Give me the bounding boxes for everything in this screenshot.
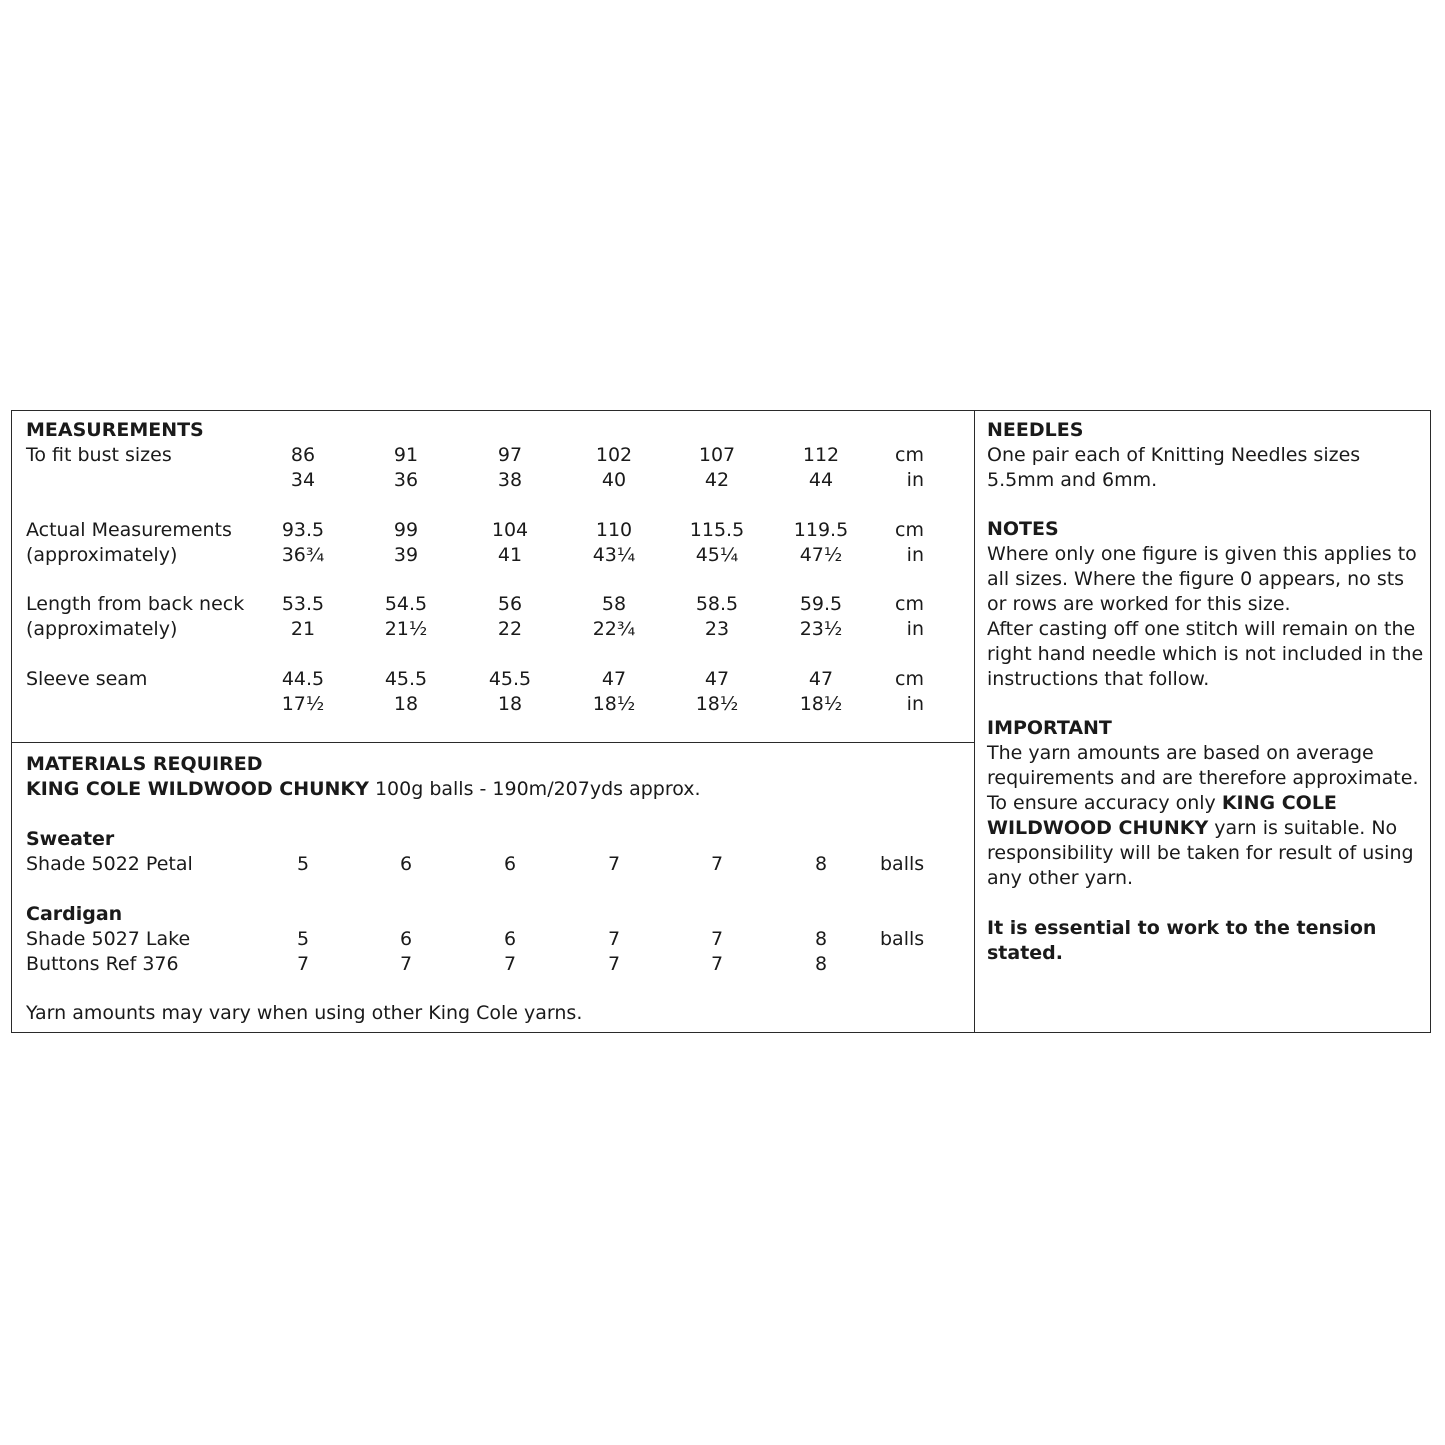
measurement-in-value: 18 xyxy=(393,693,419,715)
measurement-cm-value: 93.5 xyxy=(281,519,325,541)
measurement-in-value: 18½ xyxy=(799,693,843,715)
measurement-cm-value: 47 xyxy=(601,668,627,690)
unit-cm: cm xyxy=(895,444,924,466)
yarn-line xyxy=(26,777,701,802)
measurement-in-value: 44 xyxy=(808,469,834,491)
measurement-in-value: 42 xyxy=(704,469,730,491)
yarn-detail: 100g balls - 190m/207yds approx. xyxy=(368,778,701,800)
measurements-heading: MEASUREMENTS xyxy=(26,419,204,441)
needles-heading: NEEDLES xyxy=(987,419,1084,441)
sweater-ball-count: 6 xyxy=(399,853,413,875)
cardigan-ball-count: 7 xyxy=(607,928,621,950)
cardigan-unit: balls xyxy=(880,928,925,950)
measurement-sublabel: (approximately) xyxy=(26,618,178,640)
unit-in: in xyxy=(906,693,924,715)
measurement-cm-value: 44.5 xyxy=(281,668,325,690)
needles-section xyxy=(987,418,1427,493)
button-count: 7 xyxy=(710,953,724,975)
cardigan-ball-count: 7 xyxy=(710,928,724,950)
measurement-label: Actual Measurements xyxy=(26,519,232,541)
unit-cm: cm xyxy=(895,593,924,615)
sweater-ball-count: 5 xyxy=(296,853,310,875)
notes-heading: NOTES xyxy=(987,518,1059,540)
measurement-cm-value: 102 xyxy=(595,444,633,466)
measurement-label: Length from back neck xyxy=(26,593,245,615)
measurement-cm-value: 53.5 xyxy=(281,593,325,615)
notes-para-2: After casting off one stitch will remain on the right hand needle which is not included in the instructions that follow. xyxy=(987,618,1424,690)
measurement-cm-value: 107 xyxy=(698,444,736,466)
measurement-in-value: 22 xyxy=(497,618,523,640)
important-text xyxy=(987,741,1425,891)
measurement-cm-value: 110 xyxy=(595,519,633,541)
important-text-b: yarn is suitable. No responsibility will be taken for result of using any other yarn. xyxy=(987,817,1414,889)
materials-heading: MATERIALS REQUIRED xyxy=(26,753,263,775)
important-brand: KING COLE WILDWOOD CHUNKY xyxy=(987,792,1337,839)
cardigan-shade-label: Shade 5027 Lake xyxy=(26,928,191,950)
unit-cm: cm xyxy=(895,668,924,690)
button-count: 7 xyxy=(503,953,517,975)
measurement-cm-value: 115.5 xyxy=(689,519,745,541)
unit-in: in xyxy=(906,544,924,566)
sweater-shade-label: Shade 5022 Petal xyxy=(26,853,193,875)
measurement-in-value: 45¼ xyxy=(695,544,739,566)
measurement-sublabel: (approximately) xyxy=(26,544,178,566)
important-heading: IMPORTANT xyxy=(987,717,1112,739)
measurement-in-value: 40 xyxy=(601,469,627,491)
sweater-ball-count: 8 xyxy=(814,853,828,875)
measurement-in-value: 18 xyxy=(497,693,523,715)
sweater-heading: Sweater xyxy=(26,828,115,850)
measurement-cm-value: 112 xyxy=(802,444,840,466)
measurement-cm-value: 56 xyxy=(497,593,523,615)
section-divider xyxy=(11,742,975,743)
measurement-in-value: 43¼ xyxy=(592,544,636,566)
measurement-label: To fit bust sizes xyxy=(26,444,172,466)
measurement-in-value: 36¾ xyxy=(281,544,325,566)
notes-para-1: Where only one figure is given this applies to all sizes. Where the figure 0 appears, no sts or rows are worked for this size. xyxy=(987,543,1417,615)
measurement-cm-value: 45.5 xyxy=(488,668,532,690)
measurement-in-value: 47½ xyxy=(799,544,843,566)
sweater-ball-count: 6 xyxy=(503,853,517,875)
measurement-in-value: 18½ xyxy=(592,693,636,715)
measurement-cm-value: 47 xyxy=(808,668,834,690)
measurement-in-value: 17½ xyxy=(281,693,325,715)
measurement-cm-value: 91 xyxy=(393,444,419,466)
measurement-cm-value: 99 xyxy=(393,519,419,541)
sweater-unit: balls xyxy=(880,853,925,875)
measurement-in-value: 41 xyxy=(497,544,523,566)
sweater-ball-count: 7 xyxy=(607,853,621,875)
tension-warning: It is essential to work to the tension stated. xyxy=(987,917,1377,964)
measurement-in-value: 23 xyxy=(704,618,730,640)
measurement-cm-value: 86 xyxy=(290,444,316,466)
measurement-cm-value: 58.5 xyxy=(695,593,739,615)
column-divider xyxy=(974,410,975,1033)
button-count: 8 xyxy=(814,953,828,975)
cardigan-ball-count: 6 xyxy=(503,928,517,950)
cardigan-ball-count: 5 xyxy=(296,928,310,950)
measurement-in-value: 36 xyxy=(393,469,419,491)
measurement-in-value: 18½ xyxy=(695,693,739,715)
button-count: 7 xyxy=(296,953,310,975)
measurement-in-value: 21½ xyxy=(384,618,428,640)
measurement-cm-value: 104 xyxy=(491,519,529,541)
measurement-in-value: 22¾ xyxy=(592,618,636,640)
button-count: 7 xyxy=(607,953,621,975)
button-count: 7 xyxy=(399,953,413,975)
important-text-a: The yarn amounts are based on average requirements and are therefore approximate. To ensure accuracy only xyxy=(987,742,1419,814)
measurement-cm-value: 58 xyxy=(601,593,627,615)
sweater-ball-count: 7 xyxy=(710,853,724,875)
cardigan-ball-count: 6 xyxy=(399,928,413,950)
measurement-cm-value: 119.5 xyxy=(793,519,849,541)
measurement-in-value: 34 xyxy=(290,469,316,491)
cardigan-ball-count: 8 xyxy=(814,928,828,950)
measurement-in-value: 39 xyxy=(393,544,419,566)
unit-in: in xyxy=(906,469,924,491)
measurement-cm-value: 59.5 xyxy=(799,593,843,615)
measurement-in-value: 38 xyxy=(497,469,523,491)
yarn-name: KING COLE WILDWOOD CHUNKY xyxy=(26,778,369,800)
measurement-cm-value: 54.5 xyxy=(384,593,428,615)
buttons-label: Buttons Ref 376 xyxy=(26,953,179,975)
needles-text: One pair each of Knitting Needles sizes 5.5mm and 6mm. xyxy=(987,444,1361,491)
unit-cm: cm xyxy=(895,519,924,541)
important-section xyxy=(987,716,1427,966)
cardigan-heading: Cardigan xyxy=(26,903,123,925)
yarn-footnote: Yarn amounts may vary when using other King Cole yarns. xyxy=(26,1002,583,1024)
measurement-cm-value: 47 xyxy=(704,668,730,690)
measurement-label: Sleeve seam xyxy=(26,668,148,690)
measurement-cm-value: 45.5 xyxy=(384,668,428,690)
notes-section xyxy=(987,517,1427,692)
unit-in: in xyxy=(906,618,924,640)
measurement-in-value: 21 xyxy=(290,618,316,640)
measurement-in-value: 23½ xyxy=(799,618,843,640)
measurement-cm-value: 97 xyxy=(497,444,523,466)
